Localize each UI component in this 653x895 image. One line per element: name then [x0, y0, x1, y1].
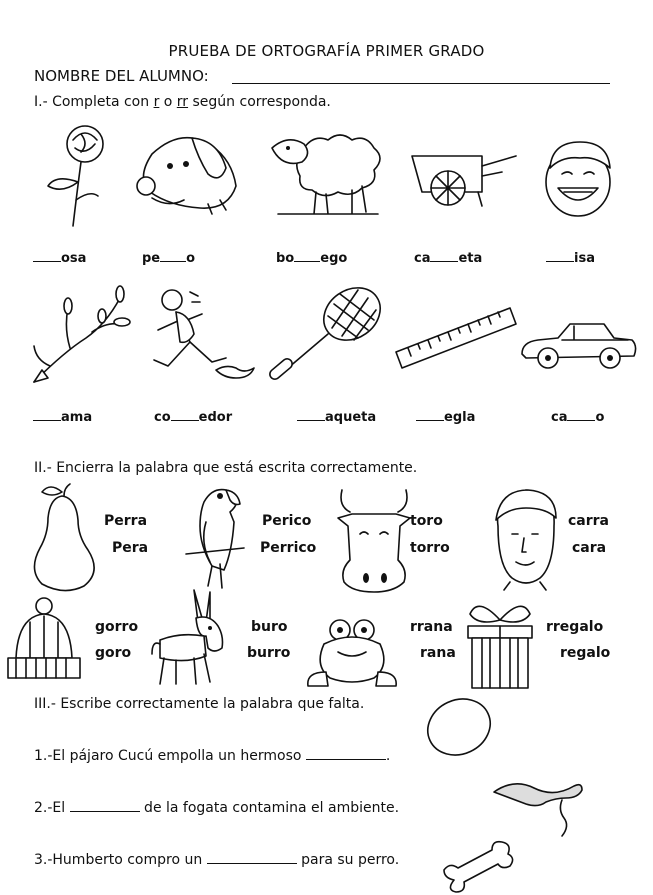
question-3 [34, 852, 399, 868]
word-rosa[interactable] [33, 251, 86, 266]
option-rana[interactable]: rana [420, 645, 456, 661]
question-text: 3.-Humberto compro un [34, 852, 207, 868]
option-perrico[interactable]: Perrico [260, 540, 317, 556]
donkey-icon [150, 588, 236, 688]
option-torro[interactable]: torro [410, 540, 450, 556]
section-1-instruction [34, 94, 331, 110]
egg-icon [424, 696, 494, 758]
option-pera[interactable]: Pera [112, 540, 149, 556]
option-rregalo[interactable]: rregalo [546, 619, 604, 635]
option-burro[interactable]: burro [247, 645, 291, 661]
option-rr: rr [176, 94, 189, 110]
section-2-instruction: II.- Encierra la palabra que está escrita correctamente. [34, 460, 418, 476]
word-rama[interactable] [33, 410, 92, 425]
word-regla[interactable] [416, 410, 475, 425]
lamb-icon [268, 126, 384, 218]
laughing-face-icon [540, 138, 616, 220]
fill-blank[interactable] [567, 410, 595, 421]
word-suffix: egla [444, 410, 476, 425]
word-risa[interactable] [546, 251, 595, 266]
gift-icon [460, 596, 540, 692]
wool-hat-icon [6, 596, 82, 684]
fill-blank[interactable] [33, 251, 61, 262]
fill-blank[interactable] [160, 251, 186, 262]
word-suffix: eta [458, 251, 483, 266]
word-prefix: bo [276, 251, 295, 266]
word-corredor[interactable] [154, 410, 232, 425]
question-text: . [385, 748, 391, 764]
word-suffix: ego [320, 251, 348, 266]
question-2 [34, 800, 399, 816]
fill-blank[interactable] [297, 410, 325, 421]
word-carro[interactable] [551, 410, 604, 425]
frog-icon [306, 616, 398, 688]
option-perra[interactable]: Perra [104, 513, 148, 529]
car-icon [518, 318, 638, 374]
question-text: para su perro. [296, 852, 400, 868]
word-suffix: osa [61, 251, 87, 266]
word-raqueta[interactable] [297, 410, 376, 425]
bone-icon [440, 840, 516, 892]
fill-blank[interactable] [294, 251, 320, 262]
word-borrego[interactable] [276, 251, 347, 266]
question-text: 2.-El [34, 800, 70, 816]
word-suffix: o [595, 410, 605, 425]
fill-blank[interactable] [171, 410, 199, 421]
option-perico[interactable]: Perico [262, 513, 312, 529]
dog-icon [132, 124, 242, 216]
word-suffix: isa [574, 251, 595, 266]
question-1 [34, 748, 390, 764]
bull-icon [336, 488, 412, 594]
fill-blank[interactable] [430, 251, 458, 262]
ruler-icon [394, 306, 518, 376]
option-cara[interactable]: cara [572, 540, 607, 556]
option-goro[interactable]: goro [95, 645, 132, 661]
word-prefix: co [154, 410, 171, 425]
student-name-label: NOMBRE DEL ALUMNO: [34, 67, 209, 85]
student-name-line[interactable] [232, 83, 610, 84]
instruction-text: según corresponda. [188, 94, 331, 110]
option-regalo[interactable]: regalo [560, 645, 611, 661]
option-rrana[interactable]: rrana [410, 619, 453, 635]
option-toro[interactable]: toro [410, 513, 443, 529]
option-r: r [153, 94, 160, 110]
word-prefix: ca [551, 410, 568, 425]
fill-blank[interactable] [546, 251, 574, 262]
answer-blank[interactable] [306, 749, 386, 760]
option-gorro[interactable]: gorro [95, 619, 139, 635]
instruction-text: o [159, 94, 177, 110]
runner-icon [150, 286, 260, 386]
word-suffix: ama [61, 410, 93, 425]
boy-face-icon [490, 486, 560, 590]
word-prefix: ca [414, 251, 431, 266]
wheelbarrow-icon [408, 152, 520, 208]
smoke-icon [492, 778, 584, 838]
instruction-text: I.- Completa con [34, 94, 154, 110]
word-perro[interactable] [142, 251, 195, 266]
answer-blank[interactable] [207, 853, 297, 864]
option-buro[interactable]: buro [251, 619, 288, 635]
question-text: 1.-El pájaro Cucú empolla un hermoso [34, 748, 306, 764]
parrot-icon [184, 482, 246, 592]
option-carra[interactable]: carra [568, 513, 610, 529]
answer-blank[interactable] [70, 801, 140, 812]
racket-icon [266, 282, 388, 382]
word-suffix: edor [198, 410, 233, 425]
word-suffix: o [186, 251, 196, 266]
worksheet-title: PRUEBA DE ORTOGRAFÍA PRIMER GRADO [168, 42, 485, 60]
branch-icon [30, 282, 140, 386]
section-3-instruction: III.- Escribe correctamente la palabra que falta. [34, 696, 365, 712]
word-prefix: pe [142, 251, 161, 266]
rose-icon [45, 122, 115, 230]
fill-blank[interactable] [416, 410, 444, 421]
fill-blank[interactable] [33, 410, 61, 421]
question-text: de la fogata contamina el ambiente. [139, 800, 400, 816]
word-suffix: aqueta [325, 410, 377, 425]
pear-icon [32, 482, 102, 594]
word-carreta[interactable] [414, 251, 482, 266]
